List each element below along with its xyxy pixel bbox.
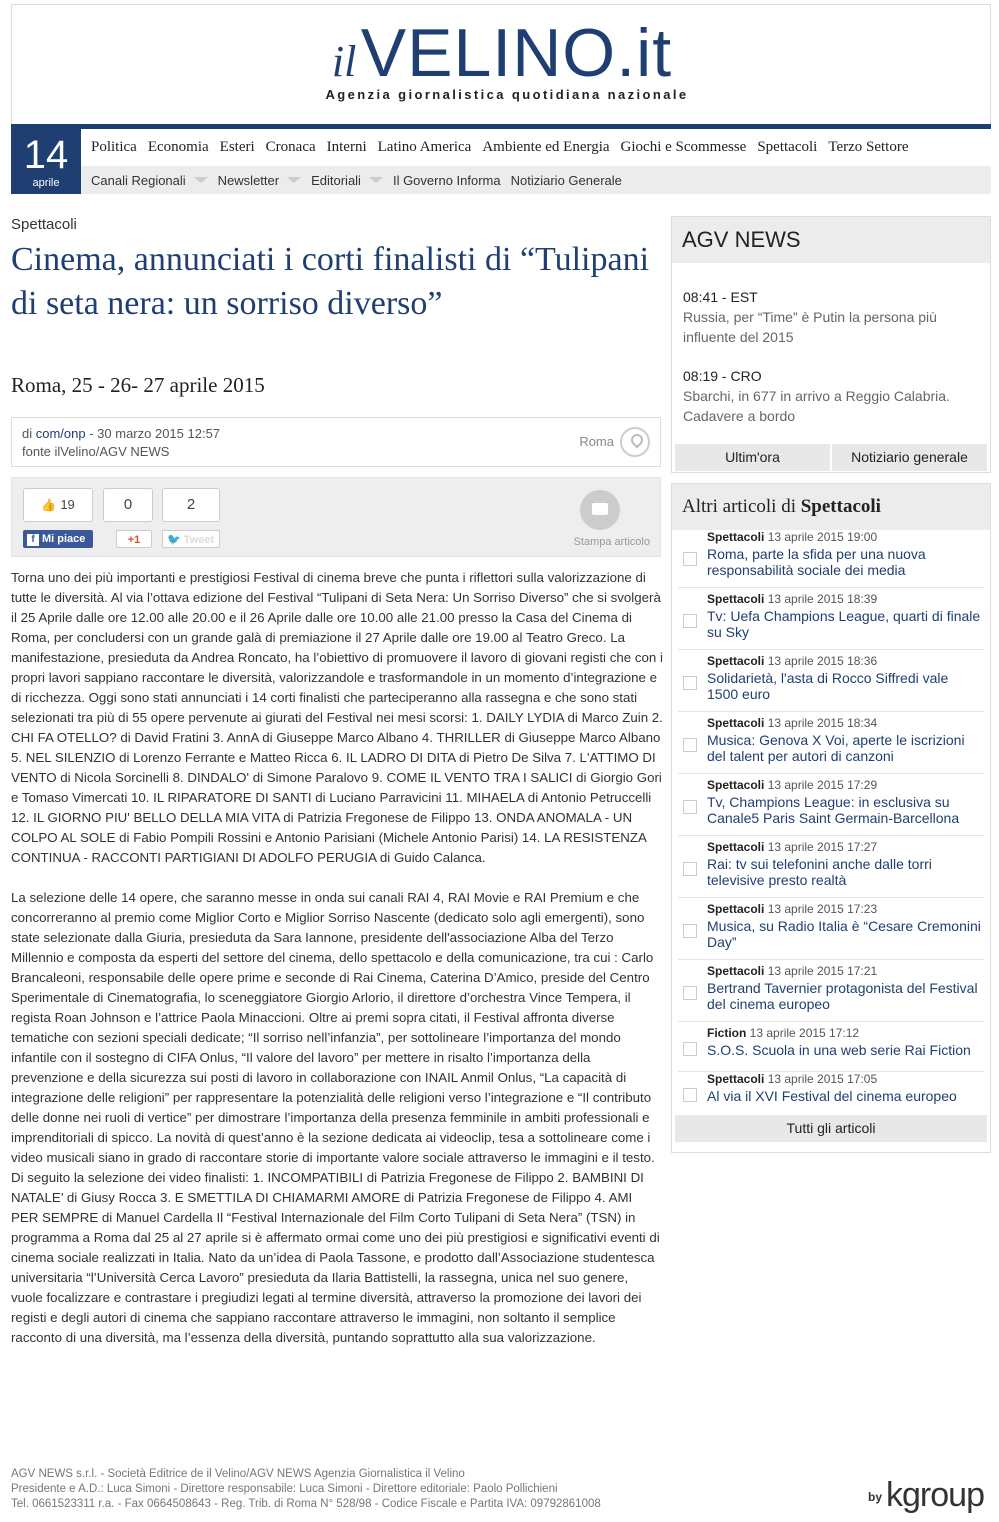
related-title-prefix: Altri articoli di <box>682 496 801 517</box>
subnav-newsletter[interactable] <box>218 173 301 188</box>
nav-giochi-scommesse[interactable]: Giochi e Scommesse <box>620 139 747 155</box>
like-count-box <box>23 488 93 522</box>
facebook-icon: f <box>27 534 39 546</box>
related-title-category: Spettacoli <box>800 496 881 517</box>
tweet-button[interactable] <box>162 530 220 548</box>
checkbox[interactable] <box>683 676 697 690</box>
agv-news-title: AGV NEWS <box>672 217 990 263</box>
nav-esteri[interactable]: Esteri <box>219 139 255 155</box>
list-item[interactable] <box>678 1026 984 1072</box>
article-section[interactable]: Spettacoli <box>11 216 77 233</box>
article-paragraph: La selezione delle 14 opere, che saranno messe in onda sui canali RAI 4, RAI Movie e RAI Premium e che concorreranno al premio come Miglior Corto e Miglior Sorriso Nascente (dedicato solo agli emergenti), sono state selezionate dalla Giuria, presieduta da Sara Iannone, presidente dell'associazione Alba del Terzo Millennio e composta da esperti del settore del cinema, dello spettacolo e della comunicazione, tra cui : Carlo Brancaleoni, responsabile delle opere prime e seconde di Rai Cinema, Caterina D’Amico, preside del Centro Sperimentale di Cinematografia, lo sceneggiatore Giorgio Arlorio, il direttore d’orchestra Vince Tempera, il regista Roan Johnson e l’attrice Paola Minaccioni. Oltre ai premi sopra citati, il Festival affronta diverse tematiche con sezioni speciali dedicate; “Il sorriso nell’infanzia”, per sottolineare l’importanza del mondo infantile con il sostegno di CIFA Onlus, “Il valore del lavoro” per mettere in risalto l’importanza della prevenzione e della sicurezza sui posti di lavoro in collaborazione con INAIL Anmil Onlus, “La capacità di integrazione delle religioni” per rappresentare la potenzialità delle religioni verso l’integrazione e “Il contributo delle donne nei ruoli di vertice” per dimostrare l’importanza della presenza femminile in ambiti professionali e imprenditoriali di spicco. La novità di quest’anno è la sezione dedicata ai videoclip, tesa a sottolineare come i video musicali siano in grado di raccontare storie di importante valore sociale attraverso le immagini e il testo. Di seguito la selezione dei video finalisti: 1. INCOMPATIBILI di Patrizia Fregonese de Filippo 2. BAMBINI DI NATALE’ di Giusy Rocca 3. E SMETTILA DI CHIAMARMI AMORE di Patrizia Fregonese de Filippo 4. AMI PER SEMPRE di Manuel Cardella Il “Festival Internazionale del Film Corto Tulipani di Seta Nera” (TSN) in programma a Roma dal 25 al 27 aprile si è affermato ormai come uno dei più prestigiosi e significativi eventi di cinema sociale realizzati in Italia. Nato da un’idea di Paola Tassone, e prodotto dall’Associazione studentesca universitaria “l’Università Cerca Lavoro” presieduta da Ilaria Battistelli, la rassegna, unica nel suo genere, vuole focalizzare e contrastare i pregiudizi legati al termine diversità, attraverso la promozione dei lavori dei registi e degli autori di cinema che sappiano raccontare attraverso le immagini, non soltanto il semplice racconto di una diversità, ma l’essenza della diversità, puntando soprattutto alla sua valorizzazione. <box>11 890 660 1345</box>
list-item[interactable] <box>678 530 984 588</box>
checkbox[interactable] <box>683 800 697 814</box>
item-category: Spettacoli <box>707 716 765 730</box>
checkbox[interactable] <box>683 862 697 876</box>
agv-news-time: 08:41 - EST <box>683 289 758 305</box>
nav-spettacoli[interactable]: Spettacoli <box>757 139 818 155</box>
nav-politica[interactable]: Politica <box>91 139 137 155</box>
item-meta <box>707 530 877 544</box>
agv-news-box <box>671 216 991 473</box>
list-item[interactable] <box>678 716 984 774</box>
item-category: Spettacoli <box>707 840 765 854</box>
item-category: Spettacoli <box>707 592 765 606</box>
item-category: Spettacoli <box>707 530 765 544</box>
checkbox[interactable] <box>683 1088 697 1102</box>
item-date: 13 aprile 2015 18:34 <box>764 716 878 730</box>
checkbox[interactable] <box>683 614 697 628</box>
subnav-label: Il Governo Informa <box>392 172 501 188</box>
checkbox[interactable] <box>683 924 697 938</box>
item-date: 13 aprile 2015 17:27 <box>764 840 878 854</box>
agv-news-item[interactable] <box>683 287 973 347</box>
related-articles-box <box>671 483 991 1153</box>
checkbox[interactable] <box>683 738 697 752</box>
list-item[interactable] <box>678 902 984 960</box>
item-date: 13 aprile 2015 17:05 <box>764 1072 878 1086</box>
like-count: 19 <box>60 497 75 512</box>
item-title[interactable]: Solidarietà, l'asta di Rocco Siffredi vale 1500 euro <box>707 670 949 702</box>
facebook-like-button[interactable] <box>23 530 93 548</box>
item-category: Spettacoli <box>707 654 765 668</box>
chevron-down-icon <box>287 177 301 183</box>
date-box <box>11 129 81 194</box>
social-bar <box>11 477 661 557</box>
kgroup-by: by <box>868 1490 883 1505</box>
subnav-notiziario-generale[interactable] <box>511 173 622 188</box>
related-title <box>672 484 990 530</box>
subnav-canali-regionali[interactable] <box>91 173 208 188</box>
item-meta <box>707 964 877 978</box>
print-icon[interactable] <box>580 490 620 530</box>
item-date: 13 aprile 2015 17:12 <box>746 1026 860 1040</box>
subnav-label: Editoriali <box>311 172 361 188</box>
list-item[interactable] <box>678 964 984 1022</box>
gplus-count: 0 <box>103 488 153 522</box>
article-paragraph: Torna uno dei più importanti e prestigiosi Festival di cinema breve che punta i riflettori sulla valorizzazione di tutte le diversità. Al via l’ottava edizione del Festival “Tulipani di Seta Nera: Un Sorriso Diverso” che si svolgerà il 25 Aprile dalle ore 12.00 alle 20.00 e il 26 Aprile dalle ore 10.00 alle 21.00 presso la Casa del Cinema di Roma, per concludersi con un grande galà di premiazione il 27 Aprile dalle ore 19.00 al Teatro Greco. La manifestazione, presieduta da Andrea Roncato, ha l’obiettivo di promuovere il lavoro di giovani registi che con i propri lavori sappiano raccontare le diversità, valorizzandole e trasformandole in un momento d’integrazione e di ricchezza. Oggi sono stati annunciati i 14 corti finalisti che parteciperanno alla rassegna e che sono stati selezionati tra più di 55 opere pervenute ai giurati del Festival nei mesi scorsi: 1. DAILY LYDIA di Marco Zuin 2. CHI FA OTELLO? di David Fratini 3. AnnA di Giuseppe Marco Albano 4. THRILLER di Giuseppe Marco Albano 5. NEL SILENZIO di Lorenzo Ferrante e Matteo Ricca 6. IL LADRO DI DITA di Pietro De Silva 7. L'ATTIMO DI VENTO di Nicola Sorcinelli 8. DINDALO' di Simone Paralovo 9. COME IL VENTO TRA I SALICI di Giorgio Gori e Tomaso Vimercati 10. IL RIPARATORE DI SANTI di Luciano Parravicini 11. MIHAELA di Antonio Petruccelli 12. IL GIORNO PIU' BELLO DELLA MIA VITA di Patrizia Fregonese de Filippo 13. ONDA ANOMALA - UN COLPO AL SOLE di Fabio Pompili Rossini e Antonio Parisiani (Michele Antonio Parisi) 14. LA RESISTENZA CONTINUA - RACCONTI PARTIGIANI DI ADOLFO PERUGIA di Guido Calanca. <box>11 570 663 865</box>
footer-line: Presidente e A.D.: Luca Simoni - Direttore responsabile: Luca Simoni - Direttore editoriale: Paolo Pollichieni <box>11 1483 558 1495</box>
item-category: Spettacoli <box>707 964 765 978</box>
item-date: 13 aprile 2015 18:36 <box>764 654 878 668</box>
agv-news-text: Russia, per “Time” è Putin la persona più influente del 2015 <box>683 309 937 345</box>
item-meta <box>707 840 877 854</box>
nav-economia[interactable]: Economia <box>147 139 209 155</box>
subnav-label: Notiziario Generale <box>510 172 622 188</box>
logo-velino: VELINO.it <box>360 15 673 91</box>
article-body <box>11 568 663 1368</box>
item-date: 13 aprile 2015 19:00 <box>764 530 878 544</box>
twitter-icon: 🐦 <box>167 534 181 546</box>
item-meta <box>707 902 877 916</box>
article-location: Roma <box>579 434 614 449</box>
agv-news-item[interactable] <box>683 366 973 426</box>
agv-news-text: Sbarchi, in 677 in arrivo a Reggio Calabria. Cadavere a bordo <box>683 388 950 424</box>
article-byline <box>11 417 661 467</box>
subnav-label: Newsletter <box>217 172 280 188</box>
item-meta <box>707 654 877 668</box>
article-date: - 30 marzo 2015 12:57 <box>85 426 221 441</box>
header <box>11 4 991 124</box>
list-item[interactable] <box>678 654 984 712</box>
item-meta <box>707 592 877 606</box>
tweet-label: Tweet <box>183 534 215 546</box>
item-title[interactable]: Roma, parte la sfida per una nuova responsabilità sociale dei media <box>707 546 926 578</box>
chevron-down-icon <box>194 177 208 183</box>
list-item[interactable] <box>678 840 984 898</box>
article-source: fonte ilVelino/AGV NEWS <box>22 444 170 459</box>
article-subtitle: Roma, 25 - 26- 27 aprile 2015 <box>11 373 265 397</box>
thumbs-up-icon: 👍 <box>41 498 57 512</box>
item-date: 13 aprile 2015 17:23 <box>764 902 878 916</box>
checkbox[interactable] <box>683 552 697 566</box>
tagline: Agenzia giornalistica quotidiana nazionale <box>325 87 689 102</box>
item-category: Spettacoli <box>707 1072 765 1086</box>
item-meta <box>707 778 877 792</box>
chevron-down-icon <box>369 177 383 183</box>
subnav-label: Canali Regionali <box>91 172 186 188</box>
item-category: Spettacoli <box>707 778 765 792</box>
nav-latino-america[interactable]: Latino America <box>377 139 472 155</box>
item-category: Fiction <box>707 1026 747 1040</box>
footer-line: AGV NEWS s.r.l. - Società Editrice de il Velino/AGV NEWS Agenzia Giornalistica il Velino <box>11 1468 465 1480</box>
tweet-count: 2 <box>162 488 220 522</box>
item-category: Spettacoli <box>707 902 765 916</box>
nav-interni[interactable]: Interni <box>326 139 367 155</box>
subnav-governo-informa[interactable] <box>393 173 501 188</box>
subnav-editoriali[interactable] <box>311 173 383 188</box>
agv-tabs <box>675 444 987 471</box>
item-meta <box>707 1026 859 1040</box>
tab-notiziario-generale[interactable]: Notiziario generale <box>832 444 987 471</box>
sub-nav <box>81 166 991 194</box>
checkbox[interactable] <box>683 1042 697 1056</box>
list-item[interactable] <box>678 1072 984 1114</box>
item-date: 13 aprile 2015 17:21 <box>764 964 878 978</box>
site-logo[interactable] <box>12 15 992 91</box>
date-day: 14 <box>23 133 69 177</box>
gplus-button[interactable]: +1 <box>116 530 152 548</box>
item-title[interactable]: Musica: Genova X Voi, aperte le iscrizioni del talent per autori di canzoni <box>707 732 965 764</box>
author-link[interactable]: com/onp <box>35 426 86 441</box>
agv-news-time: 08:19 - CRO <box>683 368 762 384</box>
sidebar <box>671 216 991 1153</box>
location-pin-icon <box>620 427 650 457</box>
nav-terzo-settore[interactable]: Terzo Settore <box>828 139 909 155</box>
checkbox[interactable] <box>683 986 697 1000</box>
byline-prefix: di <box>22 426 36 441</box>
item-date: 13 aprile 2015 17:29 <box>764 778 878 792</box>
item-title[interactable]: Tv: Uefa Champions League, quarti di finale su Sky <box>707 608 981 640</box>
item-meta <box>707 1072 877 1086</box>
date-month: aprile <box>32 177 60 189</box>
item-title[interactable]: Al via il XVI Festival del cinema europeo <box>707 1088 957 1104</box>
kgroup-logo[interactable] <box>868 1476 984 1515</box>
item-title[interactable]: S.O.S. Scuola in una web serie Rai Fiction <box>707 1042 971 1058</box>
item-title[interactable]: Rai: tv sui telefonini anche dalle torri televisive presto realtà <box>707 856 932 888</box>
footer <box>11 1467 601 1512</box>
print-label[interactable]: Stampa articolo <box>573 536 650 548</box>
main-nav <box>81 129 991 166</box>
byline-author-line <box>22 425 650 443</box>
item-title[interactable]: Musica, su Radio Italia è “Cesare Cremonini Day” <box>707 918 981 950</box>
item-meta <box>707 716 877 730</box>
navigation-bar <box>11 124 991 194</box>
fb-label: Mi piace <box>42 533 86 545</box>
item-date: 13 aprile 2015 18:39 <box>764 592 878 606</box>
logo-il: il <box>331 37 357 86</box>
all-articles-button[interactable]: Tutti gli articoli <box>675 1115 987 1142</box>
list-item[interactable] <box>678 778 984 836</box>
tab-ultimora[interactable]: Ultim'ora <box>675 444 830 471</box>
list-item[interactable] <box>678 592 984 650</box>
nav-ambiente-energia[interactable]: Ambiente ed Energia <box>482 139 610 155</box>
item-title[interactable]: Tv, Champions League: in esclusiva su Canale5 Paris Saint Germain-Barcellona <box>707 794 960 826</box>
item-title[interactable]: Bertrand Tavernier protagonista del Festival del cinema europeo <box>707 980 978 1012</box>
nav-cronaca[interactable]: Cronaca <box>265 139 316 155</box>
footer-line: Tel. 0661523311 r.a. - Fax 0664508643 - Reg. Trib. di Roma N° 528/98 - Codice Fiscale e Partita IVA: 09792861008 <box>11 1498 601 1510</box>
kgroup-brand: kgroup <box>886 1476 984 1514</box>
article-title: Cinema, annunciati i corti finalisti di “Tulipani di seta nera: un sorriso diverso” <box>11 241 650 322</box>
